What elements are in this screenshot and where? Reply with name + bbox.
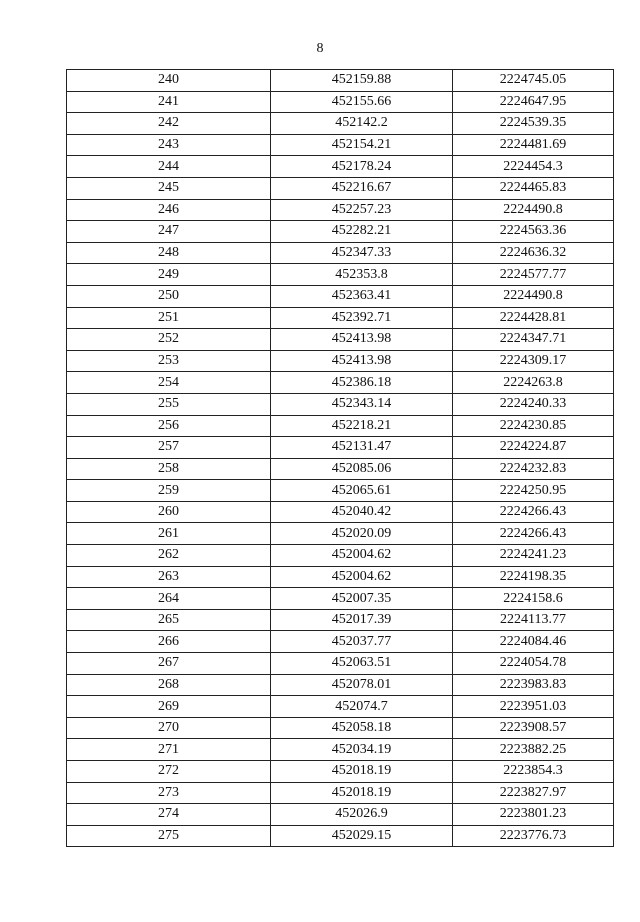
y-coordinate-cell: 2224481.69 (453, 134, 614, 156)
point-number-cell: 268 (67, 674, 271, 696)
point-number-cell: 240 (67, 70, 271, 92)
y-coordinate-cell: 2224539.35 (453, 113, 614, 135)
table-row (67, 523, 614, 545)
table-row (67, 264, 614, 286)
table-row (67, 566, 614, 588)
point-number-cell: 247 (67, 221, 271, 243)
point-number-cell: 252 (67, 329, 271, 351)
point-number-cell: 250 (67, 285, 271, 307)
table-row (67, 350, 614, 372)
page-number: 8 (316, 41, 324, 56)
point-number-cell: 249 (67, 264, 271, 286)
y-coordinate-cell: 2224158.6 (453, 588, 614, 610)
table-row (67, 739, 614, 761)
x-coordinate-cell: 452034.19 (271, 739, 453, 761)
x-coordinate-cell: 452131.47 (271, 437, 453, 459)
y-coordinate-cell: 2224636.32 (453, 242, 614, 264)
x-coordinate-cell: 452392.71 (271, 307, 453, 329)
y-coordinate-cell: 2224647.95 (453, 91, 614, 113)
table-row (67, 804, 614, 826)
y-coordinate-cell: 2224266.43 (453, 523, 614, 545)
point-number-cell: 272 (67, 761, 271, 783)
table-row (67, 393, 614, 415)
x-coordinate-cell: 452078.01 (271, 674, 453, 696)
table-row (67, 501, 614, 523)
table-row (67, 631, 614, 653)
table-row (67, 674, 614, 696)
y-coordinate-cell: 2224465.83 (453, 177, 614, 199)
y-coordinate-cell: 2223854.3 (453, 761, 614, 783)
y-coordinate-cell: 2224230.85 (453, 415, 614, 437)
table-row (67, 285, 614, 307)
point-number-cell: 242 (67, 113, 271, 135)
y-coordinate-cell: 2224198.35 (453, 566, 614, 588)
x-coordinate-cell: 452386.18 (271, 372, 453, 394)
y-coordinate-cell: 2223827.97 (453, 782, 614, 804)
y-coordinate-cell: 2223776.73 (453, 825, 614, 847)
point-number-cell: 253 (67, 350, 271, 372)
table-row (67, 134, 614, 156)
table-row (67, 653, 614, 675)
y-coordinate-cell: 2223983.83 (453, 674, 614, 696)
y-coordinate-cell: 2224577.77 (453, 264, 614, 286)
x-coordinate-cell: 452074.7 (271, 696, 453, 718)
table-row (67, 307, 614, 329)
y-coordinate-cell: 2224224.87 (453, 437, 614, 459)
point-number-cell: 267 (67, 653, 271, 675)
x-coordinate-cell: 452282.21 (271, 221, 453, 243)
y-coordinate-cell: 2223908.57 (453, 717, 614, 739)
x-coordinate-cell: 452018.19 (271, 761, 453, 783)
table-row (67, 221, 614, 243)
table-row (67, 458, 614, 480)
y-coordinate-cell: 2224232.83 (453, 458, 614, 480)
table-row (67, 782, 614, 804)
x-coordinate-cell: 452020.09 (271, 523, 453, 545)
x-coordinate-cell: 452004.62 (271, 566, 453, 588)
point-number-cell: 256 (67, 415, 271, 437)
table-row (67, 717, 614, 739)
x-coordinate-cell: 452413.98 (271, 350, 453, 372)
point-number-cell: 275 (67, 825, 271, 847)
x-coordinate-cell: 452037.77 (271, 631, 453, 653)
y-coordinate-cell: 2224241.23 (453, 545, 614, 567)
x-coordinate-cell: 452218.21 (271, 415, 453, 437)
table-row (67, 329, 614, 351)
y-coordinate-cell: 2223951.03 (453, 696, 614, 718)
x-coordinate-cell: 452257.23 (271, 199, 453, 221)
table-row (67, 545, 614, 567)
x-coordinate-cell: 452155.66 (271, 91, 453, 113)
x-coordinate-cell: 452007.35 (271, 588, 453, 610)
point-number-cell: 264 (67, 588, 271, 610)
y-coordinate-cell: 2224745.05 (453, 70, 614, 92)
table-row (67, 437, 614, 459)
table-row (67, 91, 614, 113)
x-coordinate-cell: 452018.19 (271, 782, 453, 804)
x-coordinate-cell: 452017.39 (271, 609, 453, 631)
x-coordinate-cell: 452058.18 (271, 717, 453, 739)
y-coordinate-cell: 2224250.95 (453, 480, 614, 502)
table-row (67, 609, 614, 631)
x-coordinate-cell: 452216.67 (271, 177, 453, 199)
y-coordinate-cell: 2224490.8 (453, 285, 614, 307)
y-coordinate-cell: 2224428.81 (453, 307, 614, 329)
point-number-cell: 257 (67, 437, 271, 459)
point-number-cell: 251 (67, 307, 271, 329)
table-row (67, 825, 614, 847)
point-number-cell: 254 (67, 372, 271, 394)
x-coordinate-cell: 452063.51 (271, 653, 453, 675)
table-row (67, 113, 614, 135)
coordinates-table-body (67, 70, 614, 847)
point-number-cell: 273 (67, 782, 271, 804)
point-number-cell: 261 (67, 523, 271, 545)
table-row (67, 242, 614, 264)
point-number-cell: 269 (67, 696, 271, 718)
x-coordinate-cell: 452004.62 (271, 545, 453, 567)
x-coordinate-cell: 452026.9 (271, 804, 453, 826)
table-row (67, 199, 614, 221)
x-coordinate-cell: 452065.61 (271, 480, 453, 502)
y-coordinate-cell: 2224240.33 (453, 393, 614, 415)
point-number-cell: 255 (67, 393, 271, 415)
y-coordinate-cell: 2224266.43 (453, 501, 614, 523)
point-number-cell: 245 (67, 177, 271, 199)
point-number-cell: 260 (67, 501, 271, 523)
x-coordinate-cell: 452159.88 (271, 70, 453, 92)
y-coordinate-cell: 2224309.17 (453, 350, 614, 372)
point-number-cell: 244 (67, 156, 271, 178)
point-number-cell: 274 (67, 804, 271, 826)
table-row (67, 480, 614, 502)
table-row (67, 156, 614, 178)
point-number-cell: 262 (67, 545, 271, 567)
point-number-cell: 266 (67, 631, 271, 653)
x-coordinate-cell: 452040.42 (271, 501, 453, 523)
point-number-cell: 263 (67, 566, 271, 588)
x-coordinate-cell: 452154.21 (271, 134, 453, 156)
y-coordinate-cell: 2223801.23 (453, 804, 614, 826)
point-number-cell: 246 (67, 199, 271, 221)
table-row (67, 70, 614, 92)
y-coordinate-cell: 2224113.77 (453, 609, 614, 631)
x-coordinate-cell: 452178.24 (271, 156, 453, 178)
y-coordinate-cell: 2224454.3 (453, 156, 614, 178)
table-row (67, 761, 614, 783)
point-number-cell: 265 (67, 609, 271, 631)
x-coordinate-cell: 452085.06 (271, 458, 453, 480)
table-row (67, 177, 614, 199)
x-coordinate-cell: 452142.2 (271, 113, 453, 135)
y-coordinate-cell: 2224084.46 (453, 631, 614, 653)
table-row (67, 696, 614, 718)
x-coordinate-cell: 452029.15 (271, 825, 453, 847)
point-number-cell: 241 (67, 91, 271, 113)
y-coordinate-cell: 2224263.8 (453, 372, 614, 394)
point-number-cell: 258 (67, 458, 271, 480)
point-number-cell: 259 (67, 480, 271, 502)
x-coordinate-cell: 452347.33 (271, 242, 453, 264)
point-number-cell: 243 (67, 134, 271, 156)
point-number-cell: 270 (67, 717, 271, 739)
table-row (67, 415, 614, 437)
coordinates-table (66, 69, 614, 847)
x-coordinate-cell: 452363.41 (271, 285, 453, 307)
table-row (67, 588, 614, 610)
y-coordinate-cell: 2224490.8 (453, 199, 614, 221)
x-coordinate-cell: 452353.8 (271, 264, 453, 286)
x-coordinate-cell: 452343.14 (271, 393, 453, 415)
y-coordinate-cell: 2224054.78 (453, 653, 614, 675)
y-coordinate-cell: 2224563.36 (453, 221, 614, 243)
y-coordinate-cell: 2223882.25 (453, 739, 614, 761)
x-coordinate-cell: 452413.98 (271, 329, 453, 351)
y-coordinate-cell: 2224347.71 (453, 329, 614, 351)
point-number-cell: 248 (67, 242, 271, 264)
point-number-cell: 271 (67, 739, 271, 761)
table-row (67, 372, 614, 394)
